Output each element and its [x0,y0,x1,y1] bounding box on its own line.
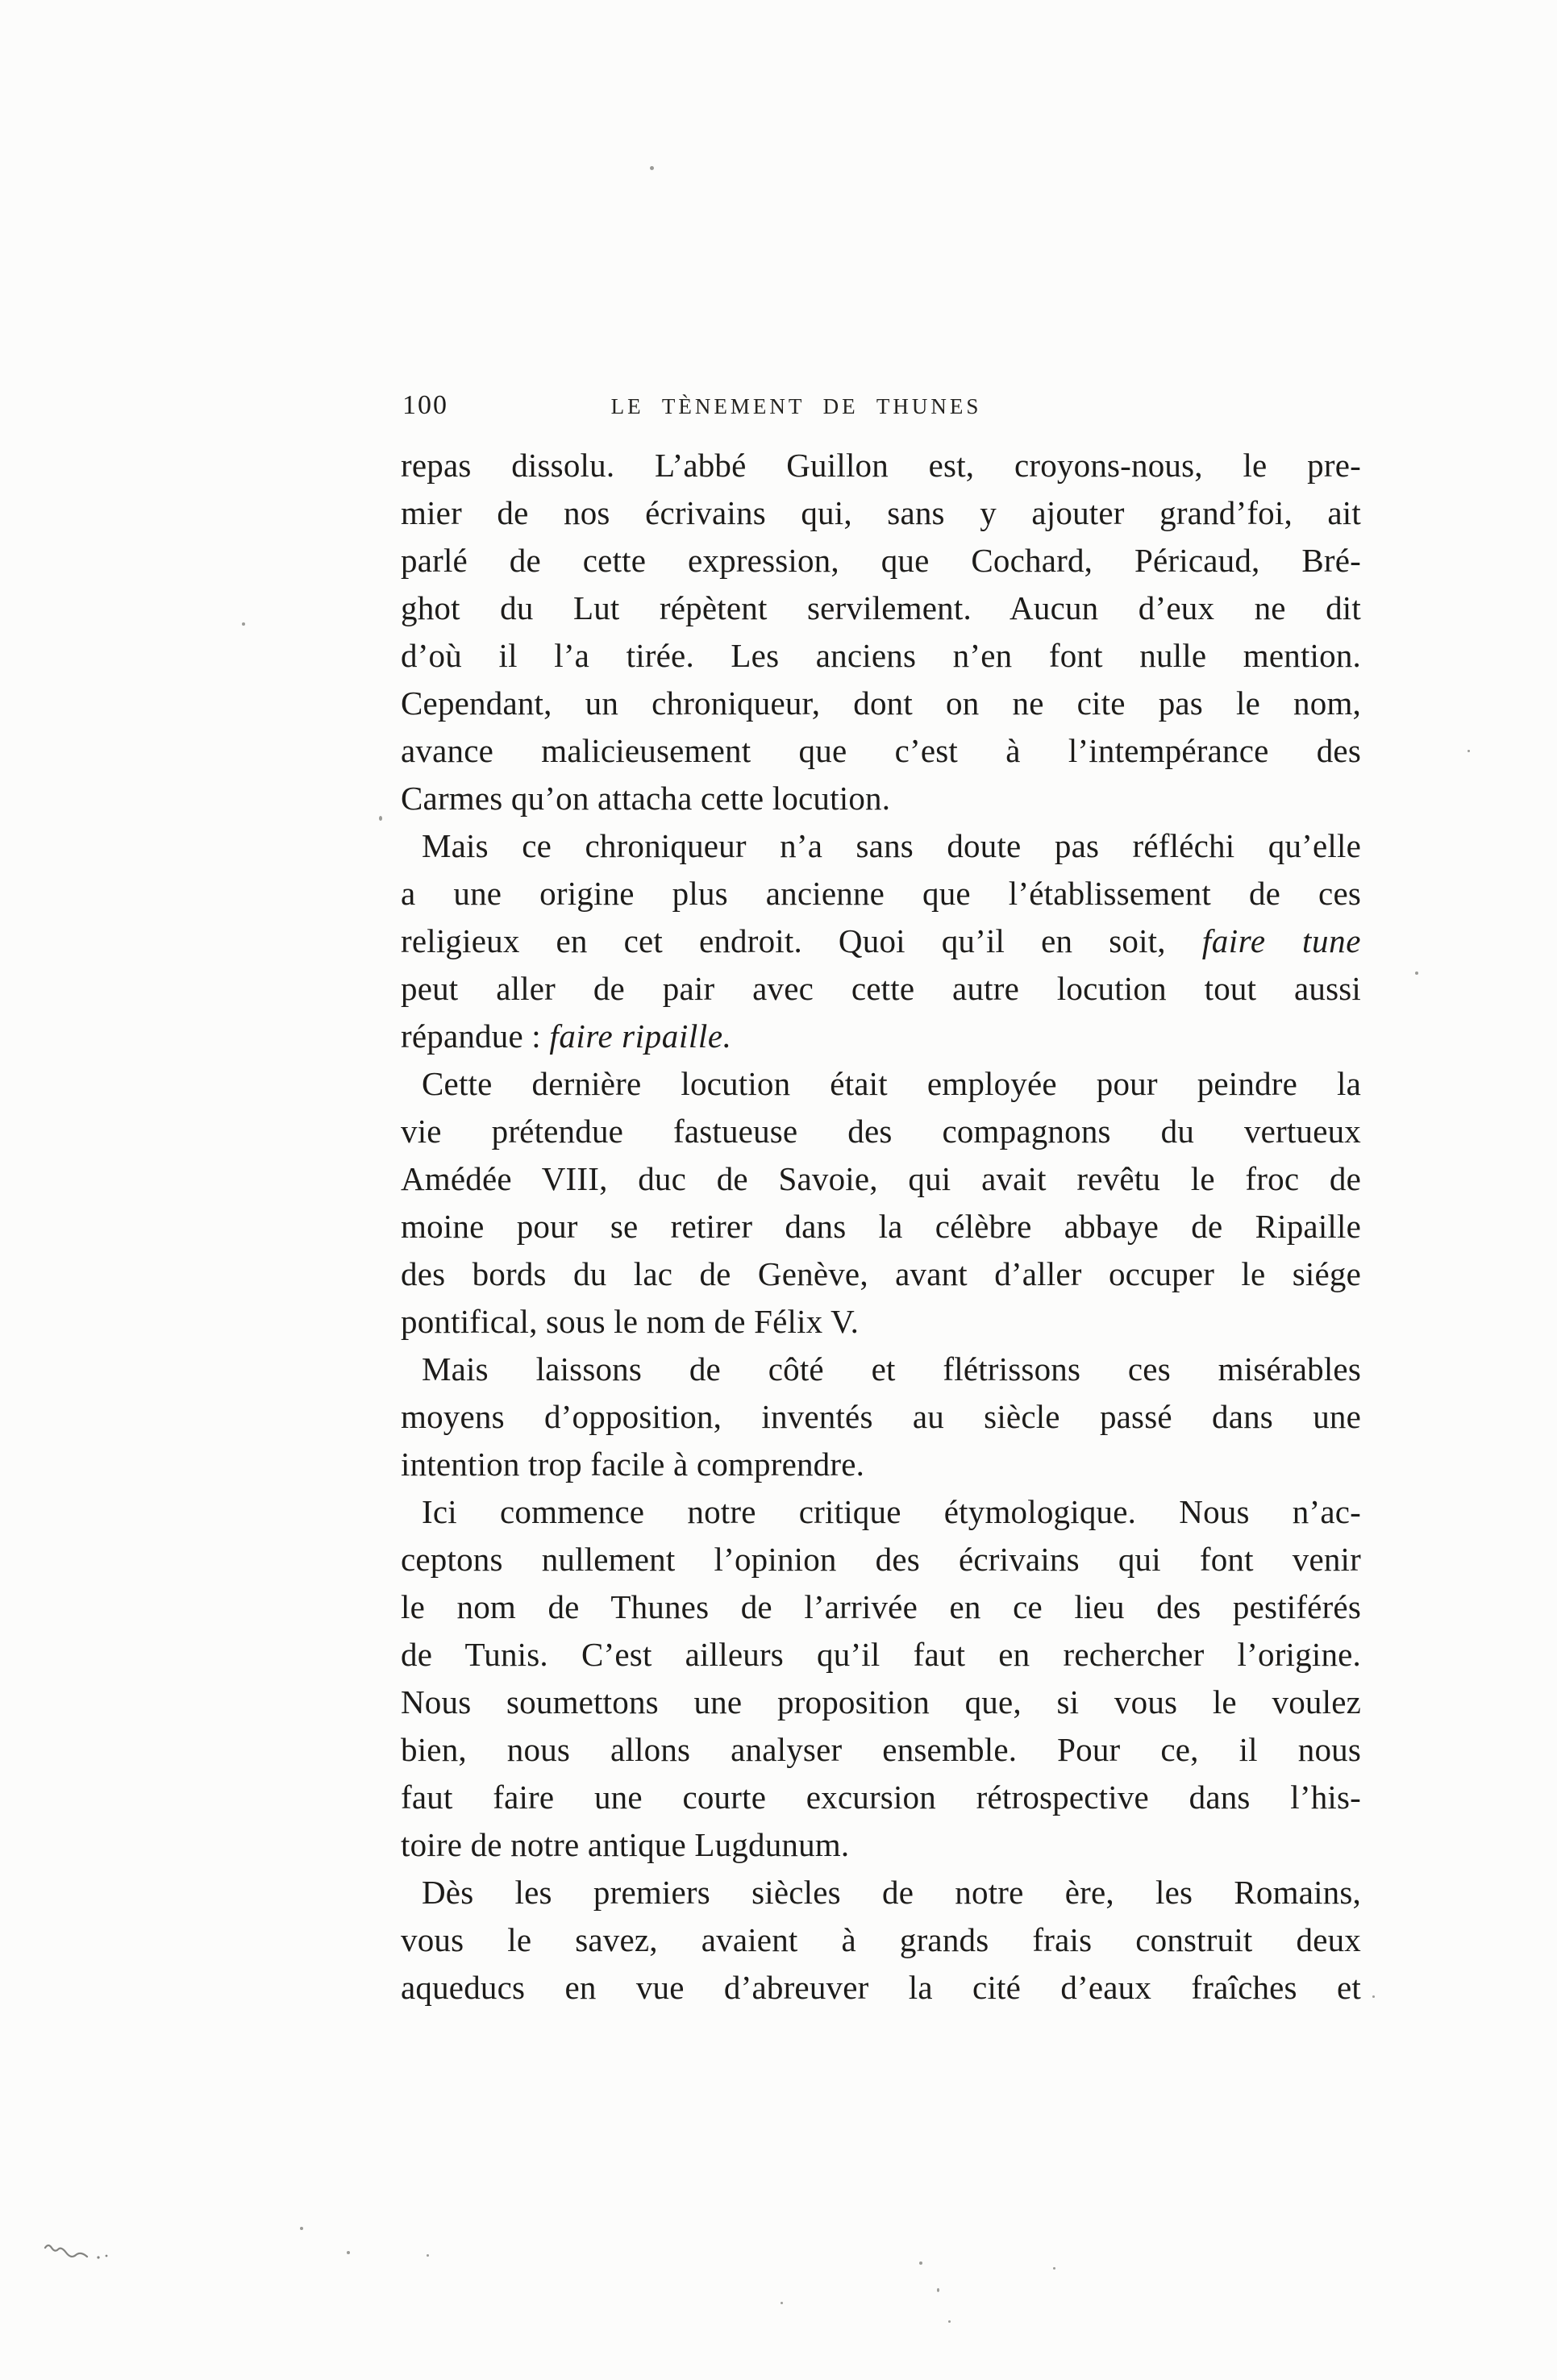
scan-speck [1415,972,1418,975]
scan-speck [242,622,245,626]
scan-speck [650,166,654,170]
text-line: intention trop facile à comprendre. [401,1446,865,1483]
text-line: Nous soumettons une proposition que, si vous le voulez [401,1683,1361,1721]
text-line: vie prétendue fastueuse des compagnons du vertueux [401,1113,1361,1150]
scan-speck [1053,2267,1055,2270]
scan-speck [781,2302,783,2304]
text-line: toire de notre antique Lugdunum. [401,1826,850,1863]
text-line: Cette dernière locution était employée pour peindre la [422,1065,1361,1102]
scan-speck [919,2261,922,2265]
text-line: avance malicieusement que c’est à l’intempérance des [401,732,1361,769]
text-line: mier de nos écrivains qui, sans y ajouter grand’foi, ait [401,494,1361,531]
text-line: de Tunis. C’est ailleurs qu’il faut en rechercher l’origine. [401,1636,1361,1673]
page-header [401,390,1361,426]
text-line: peut aller de pair avec cette autre locution tout aussi [401,970,1361,1007]
text-line: aqueducs en vue d’abreuver la cité d’eaux fraîches et [401,1969,1361,2006]
scan-speck [937,2288,939,2292]
text-line: ceptons nullement l’opinion des écrivains qui font venir [401,1541,1361,1578]
text-line: parlé de cette expression, que Cochard, Péricaud, Bré- [401,542,1361,579]
scan-speck [300,2227,303,2230]
text-line: Carmes qu’on attacha cette locution. [401,780,891,817]
text-line: moyens d’opposition, inventés au siècle passé dans une [401,1398,1361,1435]
text-line: Dès les premiers siècles de notre ère, les Romains, [422,1874,1361,1911]
running-title: LE TÈNEMENT DE THUNES [610,394,982,418]
text-line: d’où il l’a tirée. Les anciens n’en font nulle mention. [401,637,1361,674]
body-text [401,442,1361,2012]
scan-speck [1467,750,1470,752]
scan-artifact-scribble [42,2240,147,2264]
text-line: répandue : faire ripaille. [401,1017,732,1055]
text-line: Mais laissons de côté et flétrissons ces misérables [422,1350,1361,1388]
text-line: le nom de Thunes de l’arrivée en ce lieu des pestiférés [401,1588,1361,1625]
page-number: 100 [402,390,448,420]
text-line: Ici commence notre critique étymologique. Nous n’ac- [422,1493,1361,1530]
text-line: faut faire une courte excursion rétrospective dans l’his- [401,1779,1361,1816]
scan-speck [948,2320,951,2323]
text-line: religieux en cet endroit. Quoi qu’il en soit, faire tune [401,922,1361,959]
scan-speck [379,816,382,821]
text-line: pontifical, sous le nom de Félix V. [401,1303,860,1340]
text-line: Amédée VIII, duc de Savoie, qui avait revêtu le froc de [401,1160,1361,1197]
text-line: ghot du Lut répètent servilement. Aucun d’eux ne dit [401,589,1361,626]
scan-speck [1372,1995,1375,1998]
text-line: vous le savez, avaient à grands frais construit deux [401,1921,1361,1958]
text-line: des bords du lac de Genève, avant d’aller occuper le siége [401,1255,1361,1292]
text-line: Cependant, un chroniqueur, dont on ne cite pas le nom, [401,684,1361,722]
text-line: moine pour se retirer dans la célèbre abbaye de Ripaille [401,1208,1361,1245]
text-line: Mais ce chroniqueur n’a sans doute pas réfléchi qu’elle [422,827,1361,864]
scan-speck [347,2251,350,2254]
text-line: repas dissolu. L’abbé Guillon est, croyons-nous, le pre- [401,447,1361,484]
scan-speck [427,2254,429,2257]
text-line: a une origine plus ancienne que l’établissement de ces [401,875,1361,912]
text-line: bien, nous allons analyser ensemble. Pour ce, il nous [401,1731,1361,1768]
